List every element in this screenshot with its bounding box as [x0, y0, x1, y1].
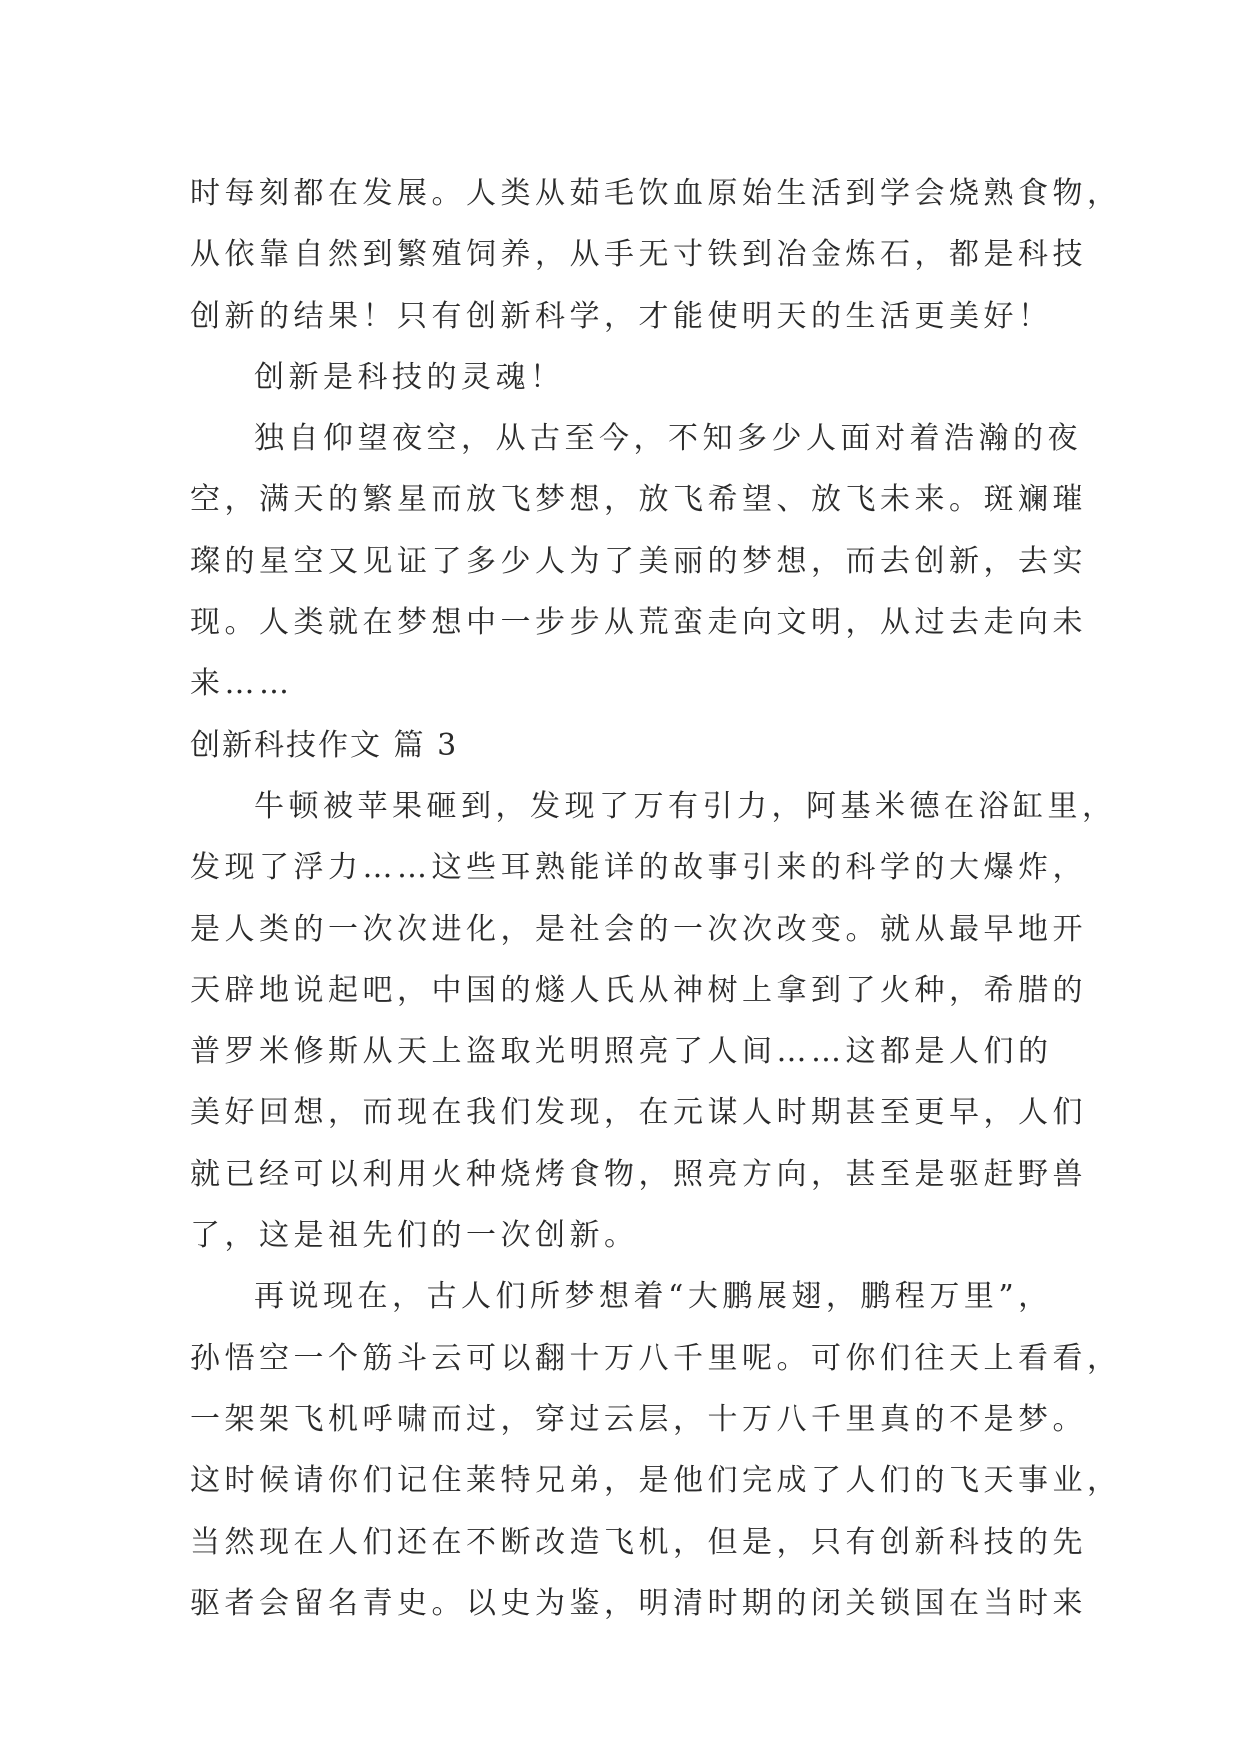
text-line: 发现了浮力……这些耳熟能详的故事引来的科学的大爆炸，: [190, 850, 1087, 886]
text-line: 创新的结果！只有创新科学，才能使明天的生活更美好！: [190, 298, 1053, 334]
document-body: [190, 163, 1122, 1634]
text-line: 璨的星空又见证了多少人为了美丽的梦想，而去创新，去实: [190, 543, 1087, 579]
text-line: 这时候请你们记住莱特兄弟，是他们完成了人们的飞天事业，: [190, 1463, 1122, 1499]
text-line: 就已经可以利用火种烧烤食物，照亮方向，甚至是驱赶野兽: [190, 1156, 1087, 1192]
text-line: 时每刻都在发展。人类从茹毛饮血原始生活到学会烧熟食物，: [190, 176, 1122, 211]
text-line: 是人类的一次次进化，是社会的一次次改变。就从最早地开: [190, 911, 1087, 947]
text-line: 现。人类就在梦想中一步步从荒蛮走向文明，从过去走向未: [190, 605, 1087, 641]
text-line: 从依靠自然到繁殖饲养，从手无寸铁到冶金炼石，都是科技: [190, 237, 1087, 273]
text-line: 驱者会留名青史。以史为鉴，明清时期的闭关锁国在当时来: [190, 1585, 1087, 1621]
text-line: 一架架飞机呼啸而过，穿过云层，十万八千里真的不是梦。: [190, 1401, 1087, 1437]
text-line: 牛顿被苹果砸到，发现了万有引力，阿基米德在浴缸里，: [254, 788, 1117, 824]
text-line: 当然现在人们还在不断改造飞机，但是，只有创新科技的先: [190, 1524, 1087, 1560]
text-line: 来……: [190, 666, 294, 702]
text-line: 创新是科技的灵魂！: [254, 359, 565, 395]
text-line: 独自仰望夜空，从古至今，不知多少人面对着浩瀚的夜: [254, 421, 1082, 457]
text-line: 空，满天的繁星而放飞梦想，放飞希望、放飞未来。斑斓璀: [190, 482, 1087, 518]
section-heading: 创新科技作文 篇 3: [190, 727, 459, 763]
text-line: 普罗米修斯从天上盗取光明照亮了人间……这都是人们的: [190, 1034, 1053, 1070]
text-line: 了，这是祖先们的一次创新。: [190, 1218, 639, 1254]
text-line: 再说现在，古人们所梦想着“大鹏展翅，鹏程万里”，: [254, 1279, 1053, 1315]
text-line: 孙悟空一个筋斗云可以翻十万八千里呢。可你们往天上看看，: [190, 1340, 1122, 1376]
text-line: 天辟地说起吧，中国的燧人氏从神树上拿到了火种，希腊的: [190, 972, 1087, 1008]
text-line: 美好回想，而现在我们发现，在元谋人时期甚至更早，人们: [190, 1095, 1087, 1131]
